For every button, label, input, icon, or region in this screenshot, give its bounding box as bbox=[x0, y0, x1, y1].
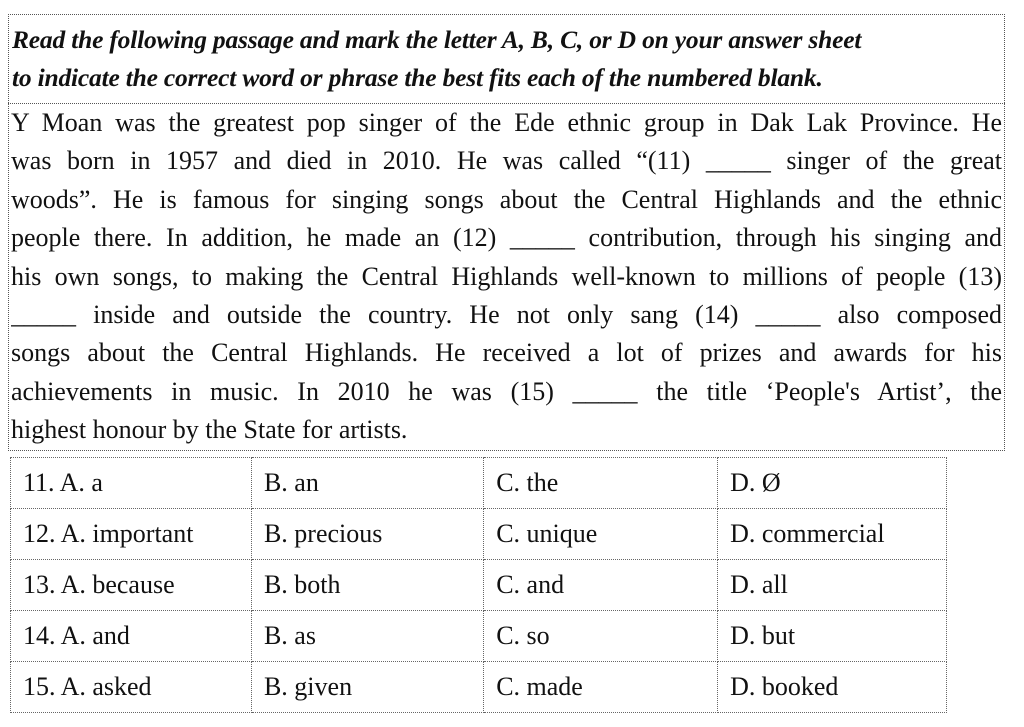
option-c: C. the bbox=[484, 457, 718, 508]
option-a: 13. A. because bbox=[11, 559, 252, 610]
option-b: B. as bbox=[251, 610, 483, 661]
passage-line: highest honour by the State for artists. bbox=[11, 415, 408, 445]
question-row-12 bbox=[11, 508, 947, 559]
passage-line: his own songs, to making the Central Highlands well-known to millions of people (13) bbox=[11, 261, 1002, 291]
passage-line: people there. In addition, he made an (12) _____ contribution, through his singing and bbox=[11, 223, 1002, 253]
passage-line: woods”. He is famous for singing songs about the Central Highlands and the ethnic bbox=[11, 184, 1002, 214]
option-b: B. both bbox=[251, 559, 483, 610]
passage-box bbox=[8, 103, 1005, 451]
document bbox=[8, 14, 1005, 713]
option-a: 15. A. asked bbox=[11, 661, 252, 712]
option-a: 11. A. a bbox=[11, 457, 252, 508]
option-c: C. made bbox=[484, 661, 718, 712]
option-d: D. commercial bbox=[718, 508, 947, 559]
question-row-15 bbox=[11, 661, 947, 712]
passage-line: Y Moan was the greatest pop singer of the Ede ethnic group in Dak Lak Province. He bbox=[11, 108, 1002, 137]
option-d: D. booked bbox=[718, 661, 947, 712]
answer-options-table bbox=[10, 457, 947, 713]
question-row-14 bbox=[11, 610, 947, 661]
option-d: D. all bbox=[718, 559, 947, 610]
option-b: B. precious bbox=[251, 508, 483, 559]
option-b: B. given bbox=[251, 661, 483, 712]
passage-line: _____ inside and outside the country. He not only sang (14) _____ also composed bbox=[11, 299, 1002, 329]
option-a: 12. A. important bbox=[11, 508, 252, 559]
question-row-11 bbox=[11, 457, 947, 508]
instruction-line-1: Read the following passage and mark the letter A, B, C, or D on your answer sheet bbox=[12, 25, 862, 54]
instruction-line-2: to indicate the correct word or phrase the best fits each of the numbered blank. bbox=[12, 63, 823, 92]
option-c: C. and bbox=[484, 559, 718, 610]
option-c: C. unique bbox=[484, 508, 718, 559]
option-d: D. Ø bbox=[718, 457, 947, 508]
option-c: C. so bbox=[484, 610, 718, 661]
passage-line: achievements in music. In 2010 he was (15) _____ the title ‘People's Artist’, the bbox=[11, 376, 1002, 406]
option-d: D. but bbox=[718, 610, 947, 661]
option-b: B. an bbox=[251, 457, 483, 508]
passage-line: was born in 1957 and died in 2010. He was called “(11) _____ singer of the great bbox=[11, 146, 1002, 176]
passage-line: songs about the Central Highlands. He received a lot of prizes and awards for his bbox=[11, 338, 1002, 368]
question-row-13 bbox=[11, 559, 947, 610]
instruction-box bbox=[8, 14, 1005, 103]
option-a: 14. A. and bbox=[11, 610, 252, 661]
